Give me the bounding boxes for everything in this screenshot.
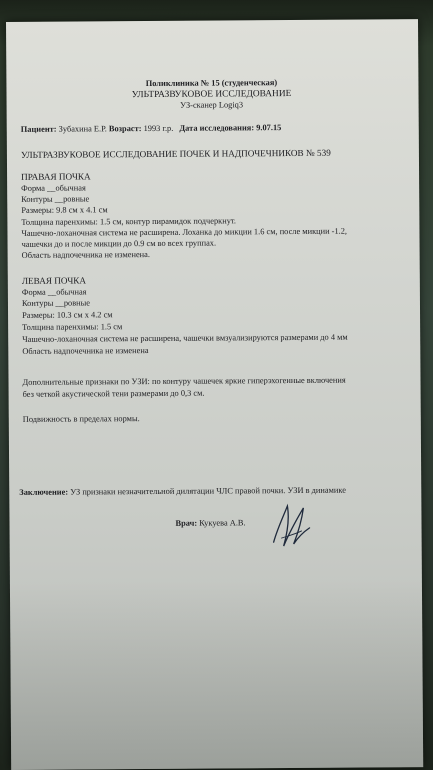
additional-signs-line-1: Дополнительные признаки по УЗИ: по контуру чашечек яркие гиперэхогенные включения (22, 375, 346, 387)
conclusion (19, 486, 346, 498)
age-label: Возраст: (108, 124, 142, 134)
doctor-name: Кукуева А.В. (197, 518, 246, 528)
conclusion-label: Заключение: (19, 487, 69, 497)
mobility-note: Подвижность в пределах нормы. (22, 414, 140, 424)
doctor-signature (267, 498, 317, 558)
conclusion-text: УЗ признаки незначительной дилятации ЧЛС правой почки. УЗИ в динамике (68, 485, 346, 497)
scanner-name: УЗ-сканер Logiq3 (180, 100, 244, 110)
paper-sheet (6, 19, 423, 770)
right-kidney-contours: Контуры __ровные (21, 194, 90, 204)
patient-name: Зубахина Е.Р. (58, 124, 107, 134)
right-kidney-parenchyma: Толщина паренхимы: 1.5 см, контур пирамидок подчеркнут. (21, 216, 237, 227)
left-kidney-heading: ЛЕВАЯ ПОЧКА (21, 275, 87, 286)
patient-label: Пациент: (20, 124, 57, 134)
right-kidney-size: Размеры: 9.8 см х 4.1 см (21, 205, 108, 215)
left-kidney-collecting-system: Чашечно-лоханочная система не расширена, чашечки вмзуализируются размерами до 4 мм (22, 332, 348, 344)
date-value: 9.07.15 (256, 123, 282, 133)
left-kidney-shape: Форма __обычная (21, 287, 87, 297)
left-adrenal: Область надпочечника не изменена (22, 346, 149, 356)
right-kidney-calyces: чашечки до и после микции до 0.9 см во всех группах. (21, 238, 217, 249)
left-kidney-size: Размеры: 10.3 см х 4.2 см (22, 310, 113, 320)
study-title: УЛЬТРАЗВУКОВОЕ ИССЛЕДОВАНИЕ ПОЧЕК И НАДПОЧЕЧНИКОВ № 539 (20, 147, 331, 160)
date-label: Дата исследования: (179, 123, 255, 133)
doctor-line (175, 518, 245, 528)
right-kidney-collecting-system: Чашечно-лоханочная система не расширена. Лоханка до микции 1.6 см, после микции -1.2, (21, 226, 348, 238)
document-title: УЛЬТРАЗВУКОВОЕ ИССЛЕДОВАНИЕ (131, 89, 292, 101)
age-value: 1993 г.р. (143, 123, 174, 134)
right-adrenal: Область надпочечника не изменена. (21, 250, 150, 260)
additional-signs-line-2: без четкой акустической тени размерами до 0,3 см. (22, 388, 205, 399)
clinic-name: Поликлиника № 15 (студенческая) (145, 78, 278, 89)
left-kidney-contours: Контуры __ровные (21, 298, 91, 308)
right-kidney-heading: ПРАВАЯ ПОЧКА (21, 171, 91, 182)
right-kidney-shape: Форма __обычная (21, 183, 86, 193)
left-kidney-parenchyma: Толщина паренхимы: 1.5 см (22, 322, 123, 332)
patient-line (21, 123, 282, 135)
doctor-label: Врач: (175, 518, 198, 528)
